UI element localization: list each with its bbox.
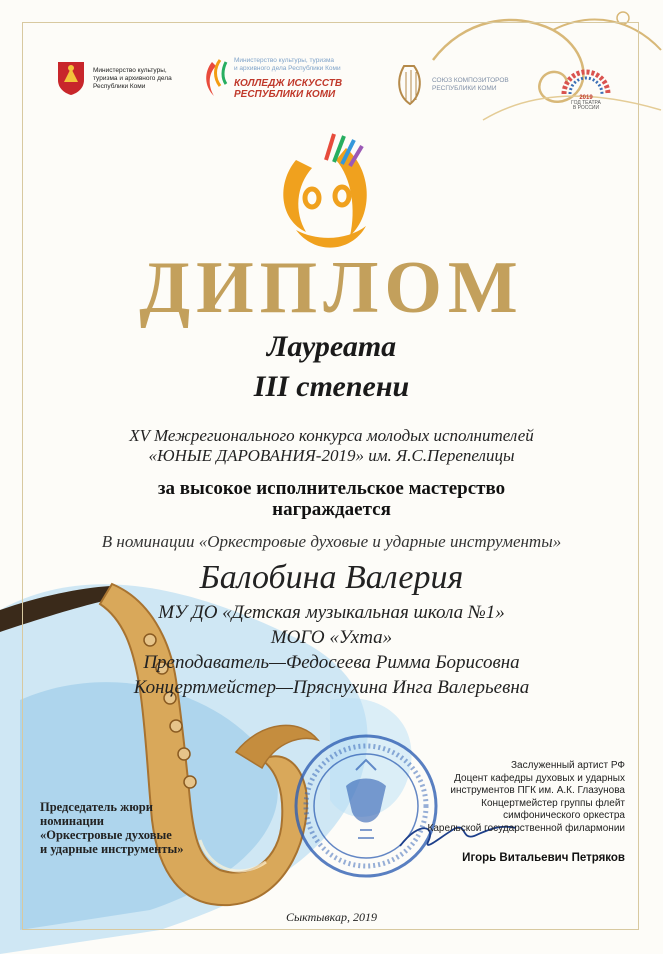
- award-reason-line-2: награждается: [272, 499, 391, 520]
- award-reason-line-1: за высокое исполнительское мастерство: [157, 478, 506, 499]
- signatory-name: Игорь Витальевич Петряков: [462, 852, 625, 864]
- nomination-text: В номинации «Оркестровые духовые и ударные инструменты»: [101, 532, 562, 551]
- winner-name: Балобина Валерия: [199, 559, 464, 596]
- signatory-titles: Заслуженный артист РФ Доцент кафедры духовых и ударных инструментов ПГК им. А.К. Глазунова Концертмейстер группы флейт симфонического оркестра Карельской государственной филармонии: [427, 760, 625, 834]
- accompanist-line: Концертмейстер—Пряснухина Инга Валерьевна: [133, 677, 530, 698]
- laureate-heading: Лауреата: [266, 330, 397, 363]
- ministry-logo-text: Министерство культуры, туризма и архивного дела Республики Коми: [93, 67, 172, 90]
- jury-chair-caption: Председатель жюри номинации «Оркестровые духовые и ударные инструменты»: [40, 800, 184, 856]
- school-name-line-2: МОГО «Ухта»: [270, 627, 393, 648]
- teacher-line: Преподаватель—Федосеева Римма Борисовна: [143, 652, 520, 673]
- degree-heading: III степени: [253, 370, 410, 403]
- contest-name-line-2: «ЮНЫЕ ДАРОВАНИЯ-2019» им. Я.С.Перепелицы: [148, 446, 515, 465]
- diploma-title: ДИПЛОМ: [139, 247, 524, 329]
- year-of-theatre-text: 2019 ГОД ТЕАТРА В РОССИИ: [571, 95, 601, 111]
- composers-union-text: СОЮЗ КОМПОЗИТОРОВ РЕСПУБЛИКИ КОМИ: [432, 77, 509, 92]
- contest-name-line-1: XV Межрегионального конкурса молодых исполнителей: [129, 426, 534, 445]
- school-name-line-1: МУ ДО «Детская музыкальная школа №1»: [158, 602, 505, 623]
- city-and-year: Сыктывкар, 2019: [286, 910, 377, 924]
- college-name: КОЛЛЕДЖ ИСКУССТВ РЕСПУБЛИКИ КОМИ: [234, 78, 343, 100]
- college-ministry-text: Министерство культуры, туризма и архивного дела Республики Коми: [234, 57, 341, 72]
